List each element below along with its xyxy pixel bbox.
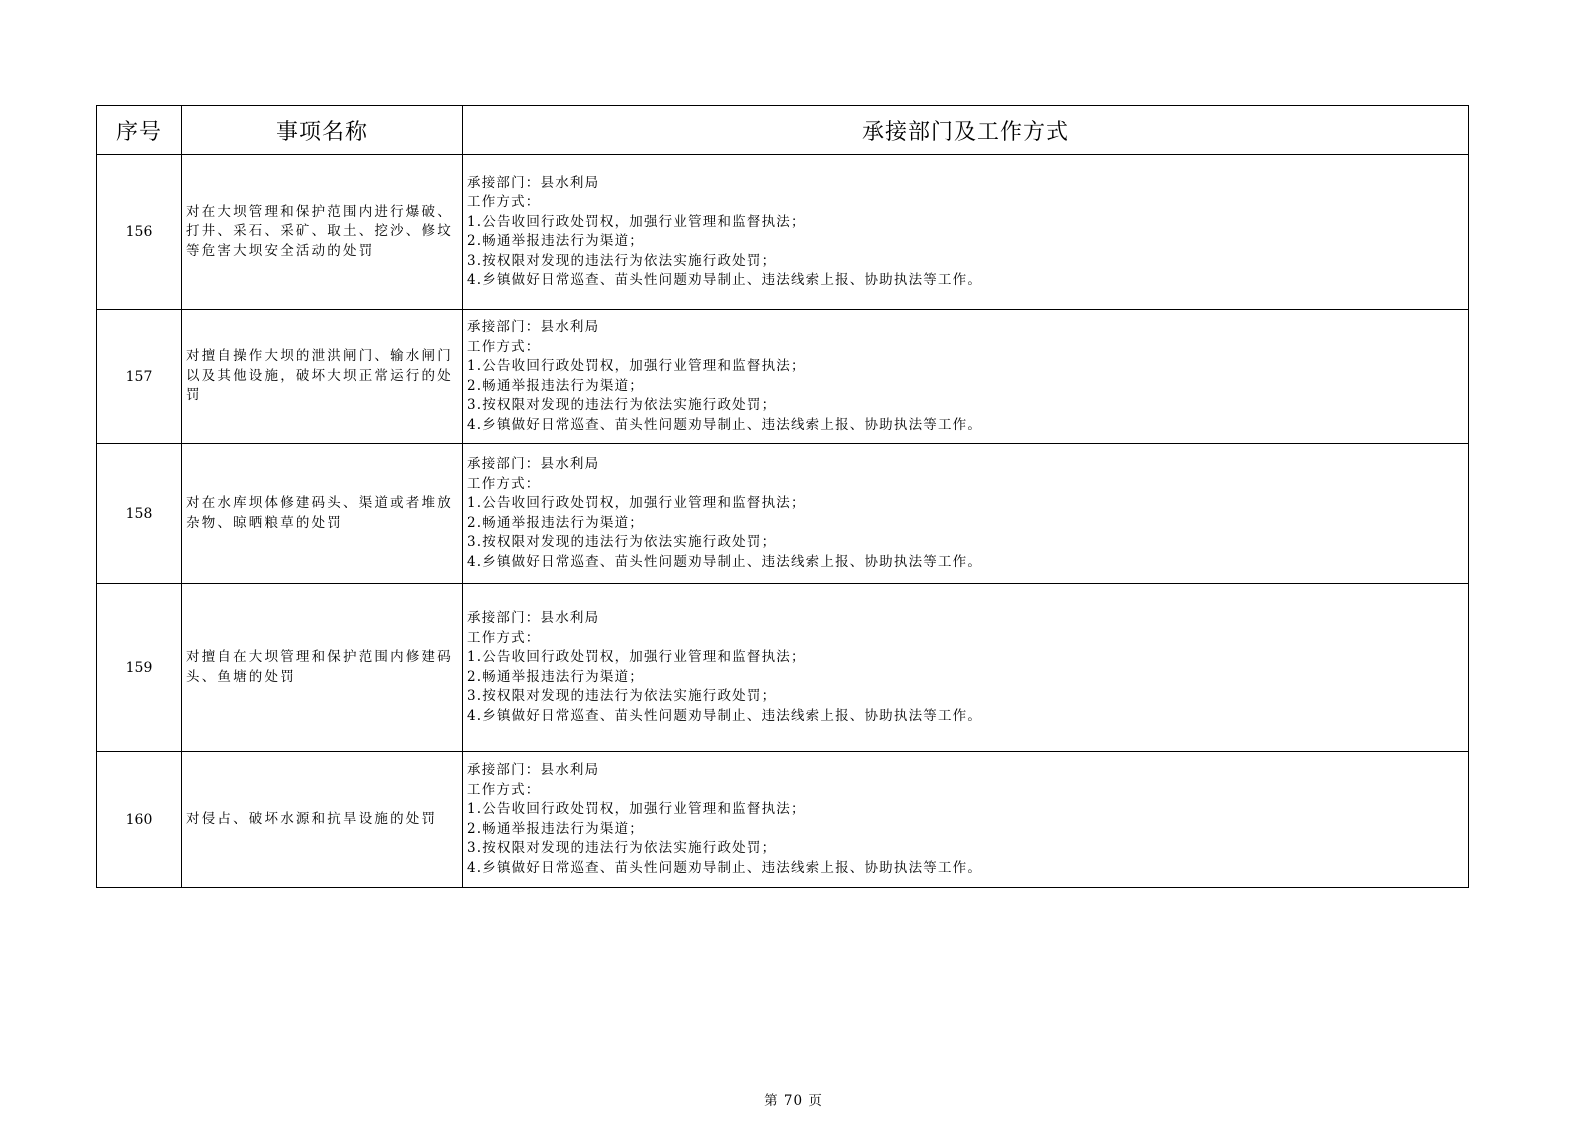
- item-name: 对擅自在大坝管理和保护范围内修建码头、鱼塘的处罚: [182, 584, 463, 752]
- detail-line: 1.公告收回行政处罚权，加强行业管理和监督执法；: [467, 495, 806, 511]
- row-number: 156: [97, 155, 182, 310]
- detail-line: 3.按权限对发现的违法行为依法实施行政处罚；: [467, 252, 777, 269]
- detail-line: 承接部门：县水利局: [467, 456, 600, 472]
- detail-line: 3.按权限对发现的违法行为依法实施行政处罚；: [467, 688, 777, 704]
- department-method: [463, 155, 1469, 310]
- detail-line: 3.按权限对发现的违法行为依法实施行政处罚；: [467, 397, 777, 413]
- detail-line: 2.畅通举报违法行为渠道；: [467, 668, 644, 685]
- detail-line: 2.畅通举报违法行为渠道；: [467, 514, 644, 531]
- table-row: [97, 584, 1469, 752]
- detail-line: 2.畅通举报违法行为渠道；: [467, 820, 644, 837]
- detail-line: 工作方式：: [467, 781, 541, 798]
- item-name: 对在大坝管理和保护范围内进行爆破、打井、采石、采矿、取土、挖沙、修坟等危害大坝安全活动的处罚: [182, 155, 463, 310]
- table-row: [97, 310, 1469, 444]
- detail-line: 1.公告收回行政处罚权，加强行业管理和监督执法；: [467, 801, 806, 817]
- item-name: 对在水库坝体修建码头、渠道或者堆放杂物、晾晒粮草的处罚: [182, 444, 463, 584]
- table-row: [97, 155, 1469, 310]
- detail-line: 承接部门：县水利局: [467, 610, 600, 626]
- detail-line: 1.公告收回行政处罚权，加强行业管理和监督执法；: [467, 213, 806, 230]
- page-number: 第 70 页: [764, 1093, 823, 1109]
- department-method: [463, 752, 1469, 888]
- header-department-method: 承接部门及工作方式: [463, 106, 1469, 155]
- detail-line: 3.按权限对发现的违法行为依法实施行政处罚；: [467, 840, 777, 856]
- table-row: [97, 444, 1469, 584]
- detail-line: 4.乡镇做好日常巡查、苗头性问题劝导制止、违法线索上报、协助执法等工作。: [467, 272, 983, 288]
- row-number: 160: [97, 752, 182, 888]
- row-number: 159: [97, 584, 182, 752]
- table-row: [97, 752, 1469, 888]
- department-method: [463, 584, 1469, 752]
- header-item-name: 事项名称: [182, 106, 463, 155]
- matters-table: [96, 105, 1469, 888]
- detail-line: 1.公告收回行政处罚权，加强行业管理和监督执法；: [467, 649, 806, 665]
- detail-line: 3.按权限对发现的违法行为依法实施行政处罚；: [467, 534, 777, 550]
- detail-line: 工作方式：: [467, 194, 541, 210]
- row-number: 157: [97, 310, 182, 444]
- detail-line: 4.乡镇做好日常巡查、苗头性问题劝导制止、违法线索上报、协助执法等工作。: [467, 416, 983, 433]
- detail-line: 工作方式：: [467, 338, 541, 355]
- detail-line: 4.乡镇做好日常巡查、苗头性问题劝导制止、违法线索上报、协助执法等工作。: [467, 553, 983, 570]
- department-method: [463, 310, 1469, 444]
- detail-line: 4.乡镇做好日常巡查、苗头性问题劝导制止、违法线索上报、协助执法等工作。: [467, 859, 983, 876]
- item-name: 对擅自操作大坝的泄洪闸门、输水闸门以及其他设施，破坏大坝正常运行的处罚: [182, 310, 463, 444]
- detail-line: 2.畅通举报违法行为渠道；: [467, 233, 644, 249]
- department-method: [463, 444, 1469, 584]
- detail-line: 工作方式：: [467, 629, 541, 646]
- header-serial-number: 序号: [97, 106, 182, 155]
- row-number: 158: [97, 444, 182, 584]
- detail-line: 承接部门：县水利局: [467, 762, 600, 778]
- detail-line: 2.畅通举报违法行为渠道；: [467, 377, 644, 394]
- item-name: 对侵占、破坏水源和抗旱设施的处罚: [182, 752, 463, 888]
- detail-line: 4.乡镇做好日常巡查、苗头性问题劝导制止、违法线索上报、协助执法等工作。: [467, 707, 983, 724]
- detail-line: 1.公告收回行政处罚权，加强行业管理和监督执法；: [467, 358, 806, 374]
- detail-line: 承接部门：县水利局: [467, 319, 600, 335]
- table-header-row: [97, 106, 1469, 155]
- detail-line: 工作方式：: [467, 475, 541, 492]
- detail-line: 承接部门：县水利局: [467, 174, 600, 191]
